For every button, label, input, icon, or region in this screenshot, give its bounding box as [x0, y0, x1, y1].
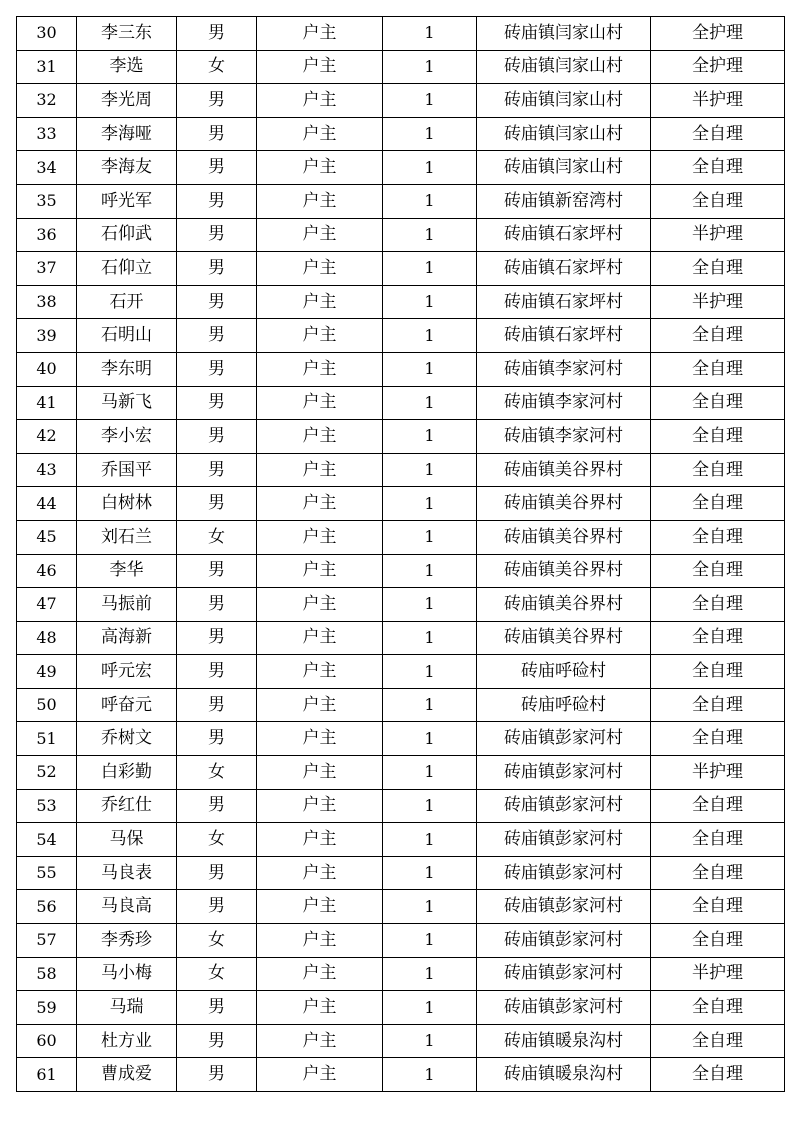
- table-row: [17, 487, 785, 521]
- cell-gender: 男: [177, 84, 257, 118]
- cell-relation: 户主: [257, 957, 383, 991]
- cell-village: 砖庙镇美谷界村: [477, 453, 651, 487]
- cell-relation: 户主: [257, 554, 383, 588]
- table-row: [17, 856, 785, 890]
- cell-care-level: 半护理: [651, 756, 785, 790]
- cell-gender: 男: [177, 352, 257, 386]
- cell-gender: 男: [177, 252, 257, 286]
- cell-person-name: 呼元宏: [77, 655, 177, 689]
- cell-relation: 户主: [257, 1024, 383, 1058]
- cell-person-name: 白彩勤: [77, 756, 177, 790]
- cell-household-count: 1: [383, 285, 477, 319]
- cell-household-count: 1: [383, 924, 477, 958]
- cell-relation: 户主: [257, 1058, 383, 1092]
- cell-household-count: 1: [383, 50, 477, 84]
- cell-village: 砖庙镇石家坪村: [477, 285, 651, 319]
- cell-gender: 男: [177, 722, 257, 756]
- cell-household-count: 1: [383, 1058, 477, 1092]
- cell-relation: 户主: [257, 84, 383, 118]
- cell-village: 砖庙镇美谷界村: [477, 487, 651, 521]
- cell-row-number: 55: [17, 856, 77, 890]
- cell-relation: 户主: [257, 991, 383, 1025]
- cell-row-number: 47: [17, 588, 77, 622]
- table-row: [17, 285, 785, 319]
- cell-village: 砖庙镇李家河村: [477, 352, 651, 386]
- cell-village: 砖庙镇彭家河村: [477, 823, 651, 857]
- cell-household-count: 1: [383, 184, 477, 218]
- cell-row-number: 31: [17, 50, 77, 84]
- cell-gender: 男: [177, 218, 257, 252]
- cell-village: 砖庙镇美谷界村: [477, 554, 651, 588]
- cell-relation: 户主: [257, 252, 383, 286]
- cell-care-level: 全护理: [651, 50, 785, 84]
- cell-row-number: 45: [17, 520, 77, 554]
- cell-relation: 户主: [257, 588, 383, 622]
- cell-household-count: 1: [383, 17, 477, 51]
- cell-care-level: 全自理: [651, 991, 785, 1025]
- cell-gender: 男: [177, 386, 257, 420]
- table-row: [17, 319, 785, 353]
- cell-care-level: 全自理: [651, 151, 785, 185]
- cell-care-level: 全自理: [651, 117, 785, 151]
- cell-care-level: 全自理: [651, 520, 785, 554]
- cell-person-name: 石开: [77, 285, 177, 319]
- cell-person-name: 马良高: [77, 890, 177, 924]
- cell-gender: 男: [177, 1058, 257, 1092]
- table-row: [17, 655, 785, 689]
- cell-village: 砖庙镇彭家河村: [477, 924, 651, 958]
- table-row: [17, 50, 785, 84]
- cell-row-number: 38: [17, 285, 77, 319]
- cell-village: 砖庙镇彭家河村: [477, 789, 651, 823]
- cell-person-name: 马振前: [77, 588, 177, 622]
- table-row: [17, 252, 785, 286]
- cell-row-number: 48: [17, 621, 77, 655]
- table-row: [17, 823, 785, 857]
- cell-person-name: 曹成爱: [77, 1058, 177, 1092]
- cell-person-name: 李东明: [77, 352, 177, 386]
- cell-household-count: 1: [383, 487, 477, 521]
- cell-person-name: 刘石兰: [77, 520, 177, 554]
- cell-relation: 户主: [257, 184, 383, 218]
- cell-household-count: 1: [383, 554, 477, 588]
- cell-person-name: 李海友: [77, 151, 177, 185]
- cell-person-name: 李小宏: [77, 420, 177, 454]
- cell-gender: 女: [177, 924, 257, 958]
- cell-person-name: 李秀珍: [77, 924, 177, 958]
- cell-person-name: 乔国平: [77, 453, 177, 487]
- cell-care-level: 全自理: [651, 823, 785, 857]
- cell-village: 砖庙镇美谷界村: [477, 621, 651, 655]
- table-row: [17, 151, 785, 185]
- cell-person-name: 呼光军: [77, 184, 177, 218]
- cell-gender: 男: [177, 487, 257, 521]
- cell-village: 砖庙镇美谷界村: [477, 588, 651, 622]
- cell-village: 砖庙镇暖泉沟村: [477, 1024, 651, 1058]
- cell-care-level: 半护理: [651, 84, 785, 118]
- cell-care-level: 全自理: [651, 252, 785, 286]
- cell-relation: 户主: [257, 621, 383, 655]
- table-row: [17, 520, 785, 554]
- table-row: [17, 890, 785, 924]
- cell-household-count: 1: [383, 823, 477, 857]
- cell-relation: 户主: [257, 487, 383, 521]
- cell-relation: 户主: [257, 17, 383, 51]
- cell-relation: 户主: [257, 319, 383, 353]
- cell-gender: 男: [177, 588, 257, 622]
- cell-care-level: 半护理: [651, 285, 785, 319]
- cell-care-level: 全自理: [651, 722, 785, 756]
- cell-relation: 户主: [257, 151, 383, 185]
- cell-relation: 户主: [257, 823, 383, 857]
- cell-household-count: 1: [383, 520, 477, 554]
- cell-gender: 男: [177, 453, 257, 487]
- cell-person-name: 高海新: [77, 621, 177, 655]
- cell-gender: 男: [177, 151, 257, 185]
- cell-household-count: 1: [383, 151, 477, 185]
- cell-gender: 男: [177, 319, 257, 353]
- table-row: [17, 218, 785, 252]
- cell-care-level: 全自理: [651, 789, 785, 823]
- cell-household-count: 1: [383, 890, 477, 924]
- cell-village: 砖庙镇闫家山村: [477, 84, 651, 118]
- cell-household-count: 1: [383, 991, 477, 1025]
- cell-care-level: 全自理: [651, 352, 785, 386]
- cell-household-count: 1: [383, 789, 477, 823]
- cell-gender: 女: [177, 520, 257, 554]
- cell-row-number: 43: [17, 453, 77, 487]
- table-row: [17, 756, 785, 790]
- cell-row-number: 44: [17, 487, 77, 521]
- table-row: [17, 117, 785, 151]
- cell-row-number: 41: [17, 386, 77, 420]
- cell-row-number: 46: [17, 554, 77, 588]
- cell-row-number: 34: [17, 151, 77, 185]
- cell-household-count: 1: [383, 453, 477, 487]
- cell-care-level: 半护理: [651, 218, 785, 252]
- cell-row-number: 53: [17, 789, 77, 823]
- cell-care-level: 全自理: [651, 453, 785, 487]
- cell-household-count: 1: [383, 621, 477, 655]
- cell-row-number: 54: [17, 823, 77, 857]
- cell-care-level: 全自理: [651, 621, 785, 655]
- cell-relation: 户主: [257, 352, 383, 386]
- roster-table: [16, 16, 785, 1092]
- cell-row-number: 30: [17, 17, 77, 51]
- cell-relation: 户主: [257, 386, 383, 420]
- cell-relation: 户主: [257, 890, 383, 924]
- cell-relation: 户主: [257, 722, 383, 756]
- cell-row-number: 40: [17, 352, 77, 386]
- cell-care-level: 全自理: [651, 588, 785, 622]
- table-row: [17, 924, 785, 958]
- cell-care-level: 全自理: [651, 554, 785, 588]
- cell-gender: 男: [177, 117, 257, 151]
- table-row: [17, 84, 785, 118]
- cell-relation: 户主: [257, 789, 383, 823]
- cell-person-name: 马新飞: [77, 386, 177, 420]
- cell-person-name: 杜方业: [77, 1024, 177, 1058]
- cell-care-level: 全自理: [651, 487, 785, 521]
- cell-care-level: 半护理: [651, 957, 785, 991]
- cell-care-level: 全自理: [651, 856, 785, 890]
- cell-household-count: 1: [383, 319, 477, 353]
- cell-gender: 男: [177, 856, 257, 890]
- cell-household-count: 1: [383, 117, 477, 151]
- cell-village: 砖庙镇闫家山村: [477, 17, 651, 51]
- cell-row-number: 51: [17, 722, 77, 756]
- cell-row-number: 56: [17, 890, 77, 924]
- cell-gender: 男: [177, 621, 257, 655]
- cell-row-number: 49: [17, 655, 77, 689]
- cell-village: 砖庙镇彭家河村: [477, 756, 651, 790]
- cell-row-number: 32: [17, 84, 77, 118]
- cell-relation: 户主: [257, 218, 383, 252]
- cell-care-level: 全护理: [651, 17, 785, 51]
- table-row: [17, 588, 785, 622]
- table-row: [17, 1024, 785, 1058]
- cell-relation: 户主: [257, 655, 383, 689]
- table-row: [17, 688, 785, 722]
- cell-row-number: 36: [17, 218, 77, 252]
- roster-body: [17, 17, 785, 1092]
- cell-village: 砖庙呼硷村: [477, 655, 651, 689]
- cell-gender: 女: [177, 823, 257, 857]
- cell-household-count: 1: [383, 957, 477, 991]
- cell-row-number: 39: [17, 319, 77, 353]
- cell-household-count: 1: [383, 688, 477, 722]
- cell-household-count: 1: [383, 655, 477, 689]
- cell-care-level: 全自理: [651, 655, 785, 689]
- table-row: [17, 17, 785, 51]
- table-row: [17, 386, 785, 420]
- table-row: [17, 789, 785, 823]
- cell-row-number: 58: [17, 957, 77, 991]
- cell-gender: 男: [177, 789, 257, 823]
- cell-person-name: 李华: [77, 554, 177, 588]
- cell-gender: 男: [177, 655, 257, 689]
- cell-person-name: 李三东: [77, 17, 177, 51]
- cell-village: 砖庙镇石家坪村: [477, 319, 651, 353]
- cell-village: 砖庙镇闫家山村: [477, 151, 651, 185]
- cell-relation: 户主: [257, 117, 383, 151]
- cell-gender: 女: [177, 957, 257, 991]
- cell-person-name: 马小梅: [77, 957, 177, 991]
- cell-row-number: 35: [17, 184, 77, 218]
- cell-village: 砖庙镇彭家河村: [477, 991, 651, 1025]
- cell-village: 砖庙镇李家河村: [477, 420, 651, 454]
- cell-care-level: 全自理: [651, 420, 785, 454]
- cell-household-count: 1: [383, 856, 477, 890]
- cell-gender: 男: [177, 184, 257, 218]
- cell-gender: 男: [177, 17, 257, 51]
- cell-care-level: 全自理: [651, 184, 785, 218]
- cell-person-name: 马瑞: [77, 991, 177, 1025]
- cell-person-name: 石明山: [77, 319, 177, 353]
- cell-village: 砖庙镇彭家河村: [477, 957, 651, 991]
- cell-village: 砖庙镇美谷界村: [477, 520, 651, 554]
- cell-gender: 男: [177, 991, 257, 1025]
- cell-household-count: 1: [383, 588, 477, 622]
- cell-person-name: 李光周: [77, 84, 177, 118]
- cell-household-count: 1: [383, 84, 477, 118]
- cell-care-level: 全自理: [651, 386, 785, 420]
- cell-relation: 户主: [257, 688, 383, 722]
- cell-care-level: 全自理: [651, 924, 785, 958]
- table-row: [17, 420, 785, 454]
- cell-person-name: 李海哑: [77, 117, 177, 151]
- cell-village: 砖庙镇彭家河村: [477, 722, 651, 756]
- cell-village: 砖庙镇彭家河村: [477, 890, 651, 924]
- table-row: [17, 1058, 785, 1092]
- cell-row-number: 50: [17, 688, 77, 722]
- cell-gender: 男: [177, 285, 257, 319]
- cell-row-number: 37: [17, 252, 77, 286]
- table-row: [17, 621, 785, 655]
- cell-village: 砖庙镇闫家山村: [477, 117, 651, 151]
- cell-gender: 男: [177, 688, 257, 722]
- cell-care-level: 全自理: [651, 1024, 785, 1058]
- cell-person-name: 石仰立: [77, 252, 177, 286]
- cell-care-level: 全自理: [651, 688, 785, 722]
- cell-village: 砖庙镇闫家山村: [477, 50, 651, 84]
- cell-household-count: 1: [383, 722, 477, 756]
- cell-household-count: 1: [383, 352, 477, 386]
- cell-row-number: 57: [17, 924, 77, 958]
- cell-gender: 男: [177, 554, 257, 588]
- table-row: [17, 184, 785, 218]
- cell-relation: 户主: [257, 285, 383, 319]
- cell-row-number: 59: [17, 991, 77, 1025]
- cell-village: 砖庙镇李家河村: [477, 386, 651, 420]
- cell-person-name: 白树林: [77, 487, 177, 521]
- cell-person-name: 石仰武: [77, 218, 177, 252]
- cell-care-level: 全自理: [651, 890, 785, 924]
- cell-gender: 男: [177, 1024, 257, 1058]
- cell-village: 砖庙镇石家坪村: [477, 252, 651, 286]
- cell-person-name: 乔树文: [77, 722, 177, 756]
- cell-person-name: 李选: [77, 50, 177, 84]
- cell-household-count: 1: [383, 1024, 477, 1058]
- cell-relation: 户主: [257, 756, 383, 790]
- cell-household-count: 1: [383, 386, 477, 420]
- cell-relation: 户主: [257, 50, 383, 84]
- cell-village: 砖庙呼硷村: [477, 688, 651, 722]
- cell-gender: 男: [177, 890, 257, 924]
- cell-village: 砖庙镇彭家河村: [477, 856, 651, 890]
- table-row: [17, 991, 785, 1025]
- table-row: [17, 352, 785, 386]
- cell-row-number: 52: [17, 756, 77, 790]
- table-row: [17, 722, 785, 756]
- cell-person-name: 马良表: [77, 856, 177, 890]
- cell-relation: 户主: [257, 856, 383, 890]
- cell-person-name: 呼奋元: [77, 688, 177, 722]
- cell-person-name: 马保: [77, 823, 177, 857]
- cell-household-count: 1: [383, 252, 477, 286]
- cell-household-count: 1: [383, 420, 477, 454]
- cell-row-number: 60: [17, 1024, 77, 1058]
- cell-row-number: 33: [17, 117, 77, 151]
- cell-village: 砖庙镇暖泉沟村: [477, 1058, 651, 1092]
- cell-household-count: 1: [383, 218, 477, 252]
- table-row: [17, 957, 785, 991]
- cell-relation: 户主: [257, 924, 383, 958]
- cell-village: 砖庙镇石家坪村: [477, 218, 651, 252]
- cell-gender: 男: [177, 420, 257, 454]
- cell-gender: 女: [177, 50, 257, 84]
- cell-village: 砖庙镇新窑湾村: [477, 184, 651, 218]
- cell-relation: 户主: [257, 453, 383, 487]
- cell-row-number: 61: [17, 1058, 77, 1092]
- cell-gender: 女: [177, 756, 257, 790]
- cell-relation: 户主: [257, 420, 383, 454]
- table-row: [17, 554, 785, 588]
- table-row: [17, 453, 785, 487]
- cell-care-level: 全自理: [651, 1058, 785, 1092]
- cell-household-count: 1: [383, 756, 477, 790]
- cell-person-name: 乔红仕: [77, 789, 177, 823]
- cell-row-number: 42: [17, 420, 77, 454]
- cell-care-level: 全自理: [651, 319, 785, 353]
- cell-relation: 户主: [257, 520, 383, 554]
